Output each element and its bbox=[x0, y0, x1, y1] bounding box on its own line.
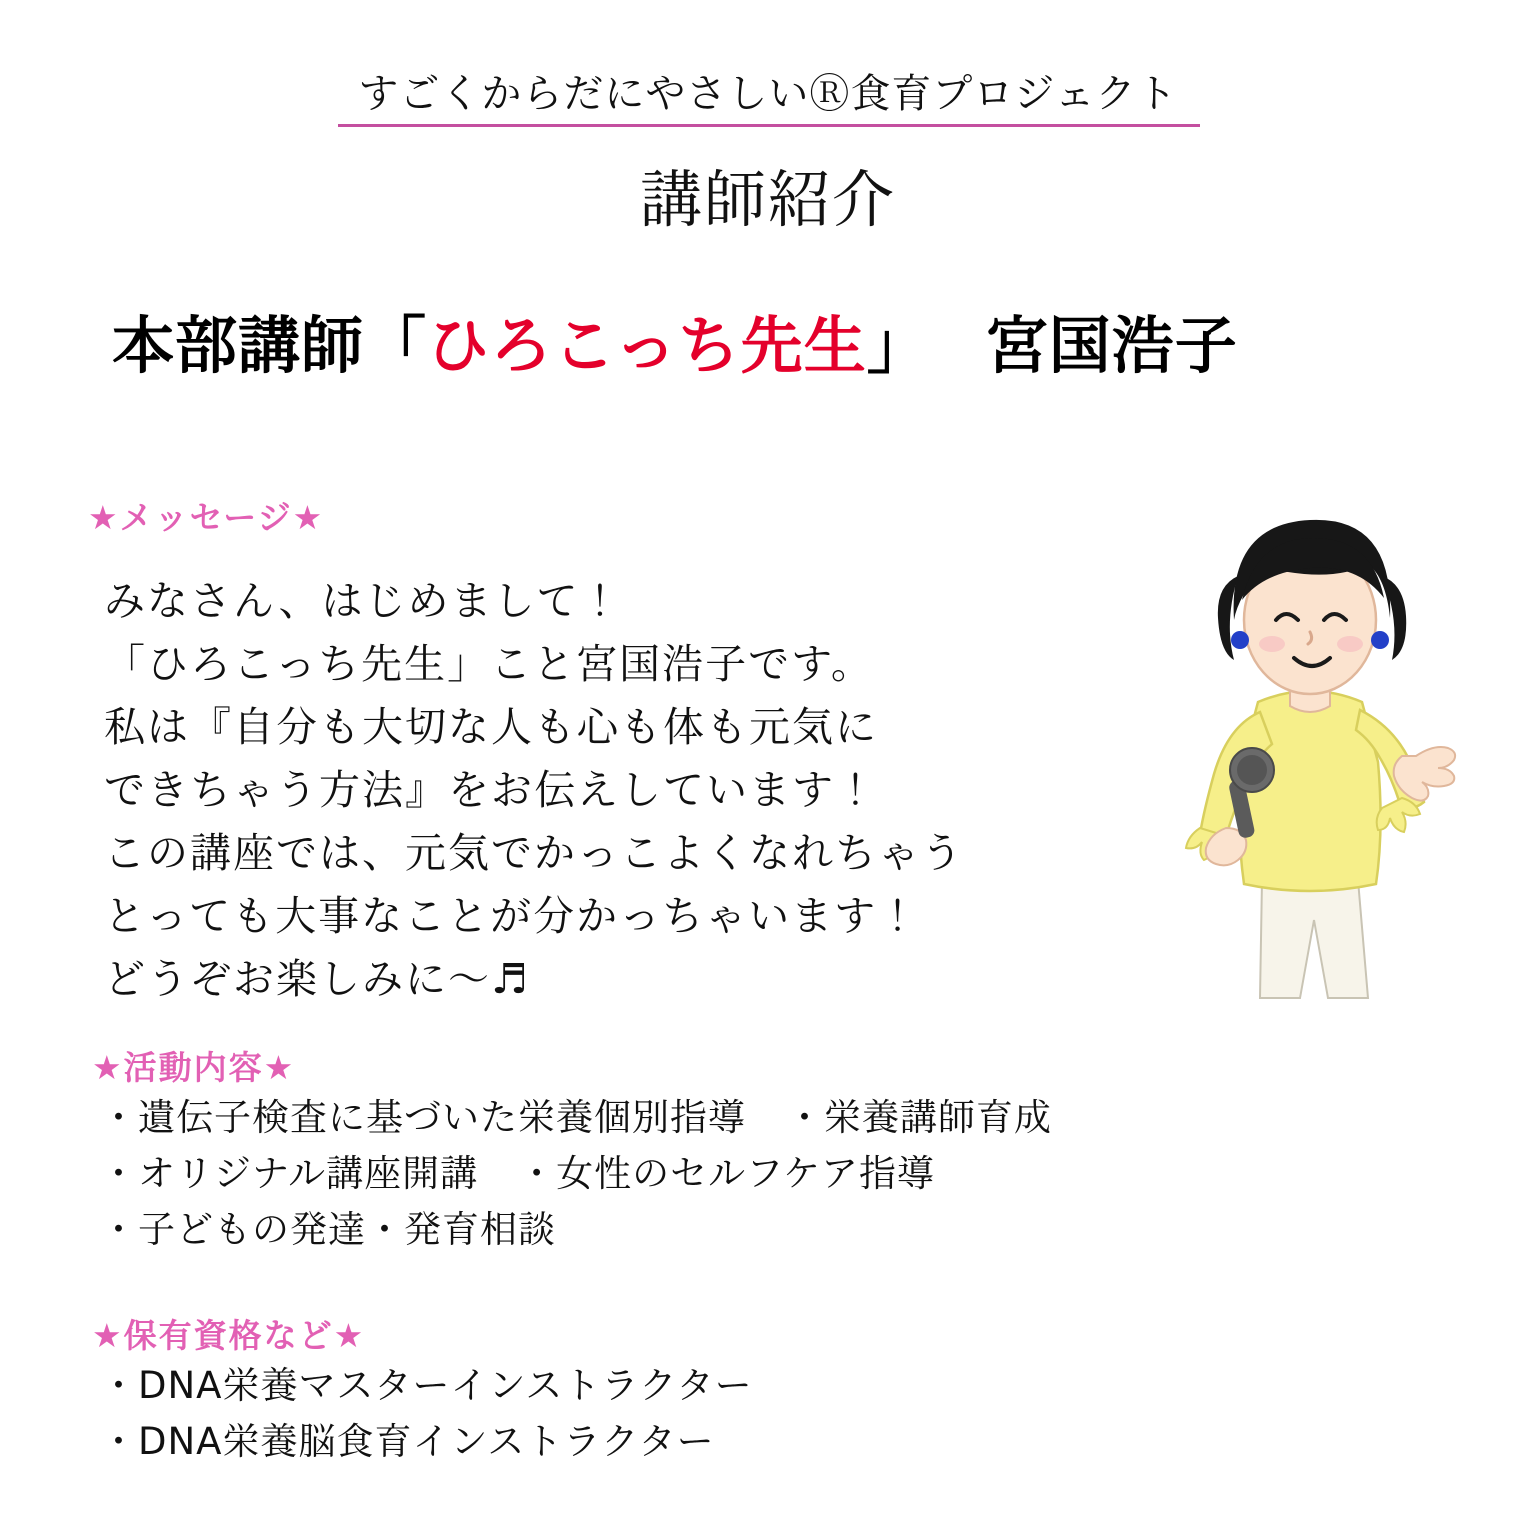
instructor-role-prefix: 本部講師「 bbox=[112, 309, 428, 382]
woman-with-microphone-illustration bbox=[1130, 480, 1490, 1000]
instructor-name-line bbox=[112, 296, 1472, 385]
activity-list bbox=[100, 1090, 1300, 1258]
message-line: みなさん、はじめまして！ bbox=[104, 577, 623, 625]
project-title: すごくからだにやさしいⓇ食育プロジェクト bbox=[358, 71, 1178, 117]
instructor-full-name: 宮国浩子 bbox=[985, 309, 1238, 382]
activity-item-left: ・オリジナル講座開講 bbox=[100, 1152, 479, 1195]
list-item bbox=[100, 1090, 1300, 1146]
activity-item-right: ・栄養講師育成 bbox=[786, 1096, 1052, 1139]
message-line: この講座では、元気でかっこよくなれちゃう bbox=[104, 829, 964, 877]
message-line: とっても大事なことが分かっちゃいます！ bbox=[104, 892, 921, 940]
message-line: 私は『自分も大切な人も心も体も元気に bbox=[104, 703, 878, 751]
message-body bbox=[104, 570, 1134, 1011]
activity-item-right: ・女性のセルフケア指導 bbox=[518, 1152, 936, 1195]
list-item: ・DNA栄養脳食育インストラクター bbox=[100, 1420, 715, 1463]
list-item: ・DNA栄養マスターインストラクター bbox=[100, 1364, 753, 1407]
activity-item-left: ・子どもの発達・発育相談 bbox=[100, 1208, 556, 1251]
instructor-nickname: ひろこっち先生 bbox=[427, 309, 867, 382]
message-line: できちゃう方法』をお伝えしています！ bbox=[104, 766, 878, 814]
title-divider bbox=[338, 124, 1200, 127]
activity-item-left: ・遺伝子検査に基づいた栄養個別指導 bbox=[100, 1096, 746, 1139]
list-item bbox=[100, 1146, 1300, 1202]
page-title: 講師紹介 bbox=[639, 163, 896, 236]
section-heading-qualification: ★保有資格など★ bbox=[92, 1316, 366, 1355]
message-line: どうぞお楽しみに～♬ bbox=[104, 955, 530, 1003]
instructor-role-suffix: 」 bbox=[866, 309, 930, 382]
message-line: 「ひろこっち先生」こと宮国浩子です。 bbox=[104, 640, 874, 688]
section-heading-message: ★メッセージ★ bbox=[88, 498, 325, 537]
qualification-list bbox=[100, 1358, 1300, 1470]
list-item bbox=[100, 1202, 1300, 1258]
section-heading-activity: ★活動内容★ bbox=[92, 1048, 296, 1087]
